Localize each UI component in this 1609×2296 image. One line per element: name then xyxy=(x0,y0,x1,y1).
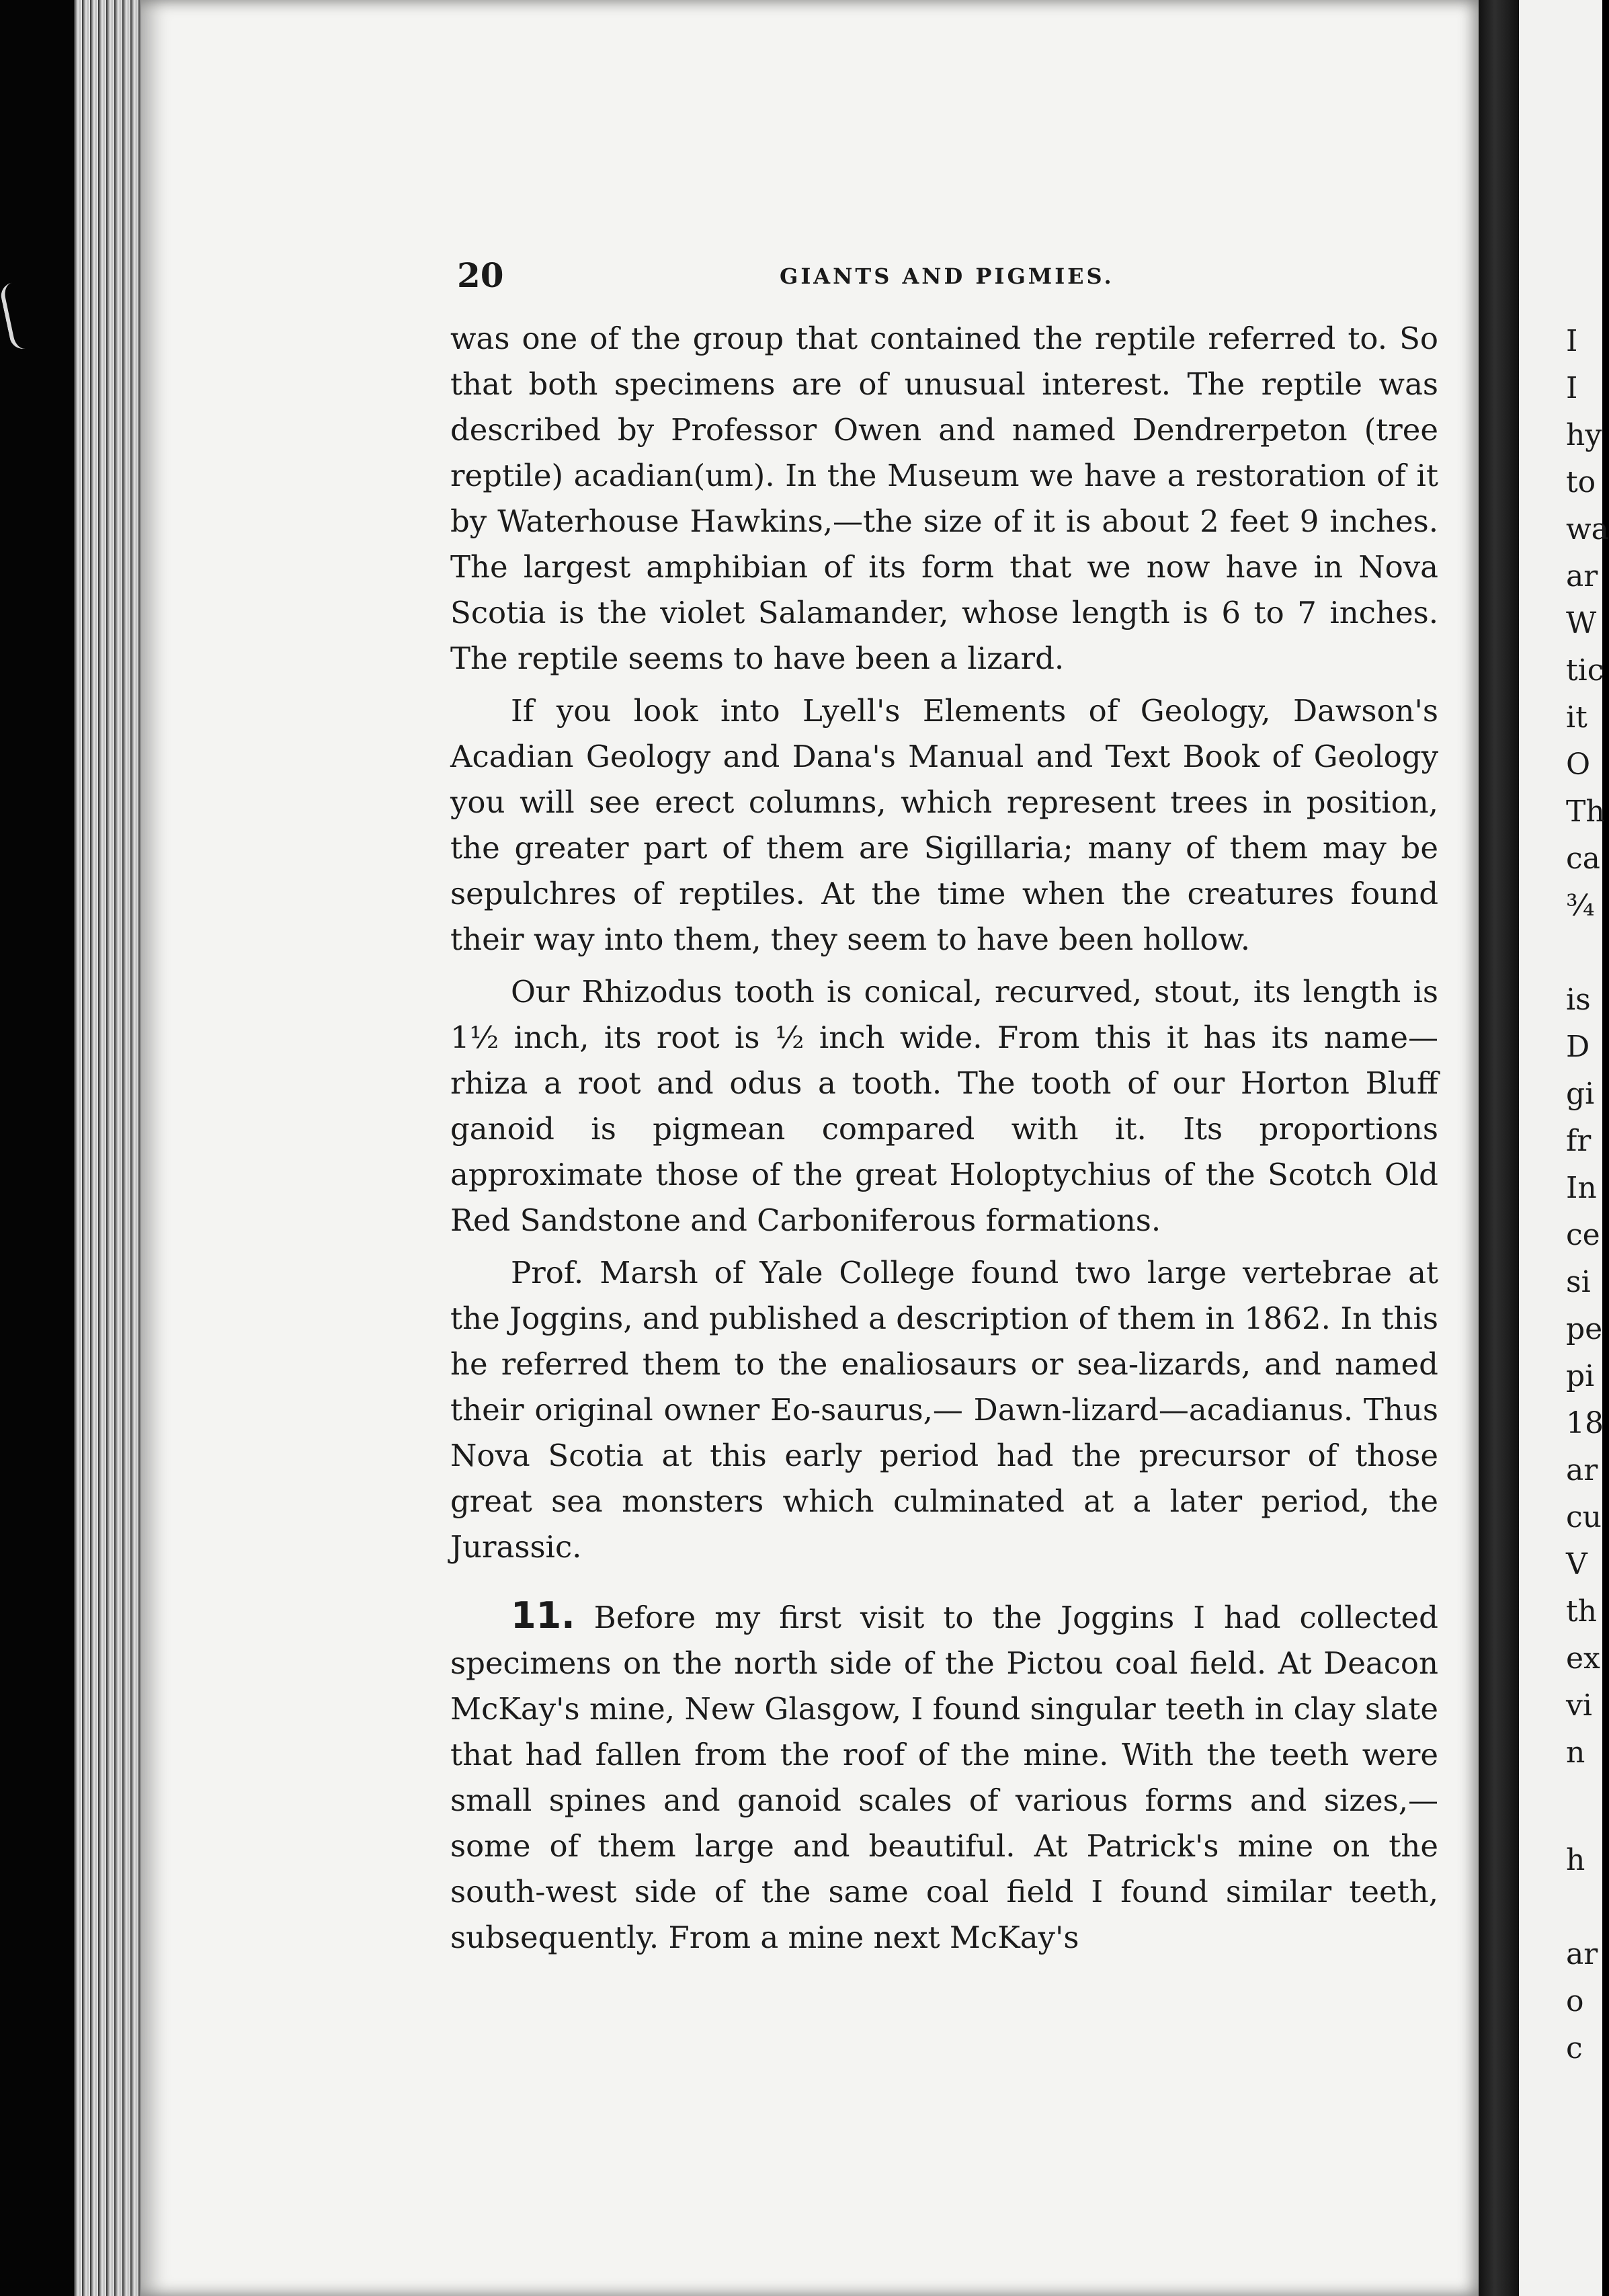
adjacent-fragment: I xyxy=(1566,324,1578,358)
adjacent-fragment: ex xyxy=(1566,1641,1600,1676)
adjacent-fragment: ce xyxy=(1566,1218,1600,1252)
adjacent-fragment: c xyxy=(1566,2031,1583,2065)
adjacent-fragment: o xyxy=(1566,1984,1584,2018)
paragraph-reptile: was one of the group that contained the reptile referred to. So that both specimens are of unusual interest. The reptile was described by Professor Owen and named Dendrerpeton (tree reptile) acadian(um). In the Museum we have a restoration of it by Waterhouse Hawkins,—the size of it is about 2 feet 9 inches. The largest amphibian of its form that we now have in Nova Scotia is the violet Salamander, whose length is 6 to 7 inches. The reptile seems to have been a lizard. xyxy=(450,321,1438,676)
adjacent-fragment: cu xyxy=(1566,1500,1602,1534)
adjacent-fragment: wa xyxy=(1566,512,1609,546)
paragraph-rhizodus: Our Rhizodus tooth is conical, recurved, stout, its length is 1½ inch, its root is ½ inch wide. From this it has its name—rhiza a root and odus a tooth. The tooth of our Horton Bluff ganoid is pigmean compared with it. Its proportions approximate those of the great Holoptychius of the Scotch Old Red Sandstone and Carboniferous formations. xyxy=(450,974,1438,1238)
adjacent-fragment: fr xyxy=(1566,1124,1592,1158)
adjacent-fragment: 18 xyxy=(1566,1406,1604,1440)
adjacent-fragment: to xyxy=(1566,465,1596,499)
adjacent-fragment: ca xyxy=(1566,842,1600,876)
adjacent-fragment: si xyxy=(1566,1265,1591,1299)
section-number: 11. xyxy=(511,1594,575,1637)
adjacent-fragment: h xyxy=(1566,1843,1585,1877)
adjacent-fragment: ar xyxy=(1566,559,1598,593)
book-gutter xyxy=(1479,0,1519,2296)
page-body xyxy=(450,316,1438,1961)
adjacent-fragment: I xyxy=(1566,371,1578,405)
section-11 xyxy=(450,1593,1438,1961)
adjacent-fragment: hy xyxy=(1566,418,1602,452)
paragraph-marsh: Prof. Marsh of Yale College found two large vertebrae at the Joggins, and published a description of them in 1862. In this he referred them to the enaliosaurs or sea-lizards, and named their original owner Eo-saurus,— Dawn-lizard—acadianus. Thus Nova Scotia at this early period had the precursor of those great sea monsters which culminated at a later period, the Jurassic. xyxy=(450,1255,1438,1565)
adjacent-fragment: vi xyxy=(1566,1688,1592,1723)
adjacent-page xyxy=(1519,0,1609,2296)
adjacent-fragment: ¾ xyxy=(1566,889,1595,923)
adjacent-fragment: th xyxy=(1566,1594,1598,1629)
adjacent-fragment: is xyxy=(1566,983,1591,1017)
paragraph-lyell: If you look into Lyell's Elements of Geology, Dawson's Acadian Geology and Dana's Manual and Text Book of Geology you will see erect columns, which represent trees in position, the greater part of them are Sigillaria; many of them may be sepulchres of reptiles. At the time when the creatures found their way into them, they seem to have been hollow. xyxy=(450,693,1438,957)
adjacent-fragment: pi xyxy=(1566,1359,1595,1393)
adjacent-fragment: pe xyxy=(1566,1312,1603,1346)
adjacent-fragment: it xyxy=(1566,700,1587,735)
adjacent-fragment: O xyxy=(1566,747,1591,782)
adjacent-fragment: In xyxy=(1566,1171,1597,1205)
adjacent-fragment: W xyxy=(1566,606,1597,641)
adjacent-fragment: V xyxy=(1566,1547,1587,1582)
adjacent-fragment: ar xyxy=(1566,1453,1598,1487)
running-title: GIANTS AND PIGMIES. xyxy=(780,263,1114,289)
adjacent-fragment: Th xyxy=(1566,794,1605,829)
adjacent-fragment: D xyxy=(1566,1030,1590,1064)
section-text: Before my first visit to the Joggins I had collected specimens on the north side of the Pictou coal field. At Deacon McKay's mine, New Glasgow, I found singular teeth in clay slate that had fallen from the roof of the mine. With the teeth were small spines and ganoid scales of various forms and sizes,—some of them large and beautiful. At Patrick's mine on the south-west side of the same coal field I found similar teeth, subsequently. From a mine next McKay's xyxy=(450,1600,1438,1955)
adjacent-fragment: n xyxy=(1566,1735,1585,1770)
adjacent-fragment: tic xyxy=(1566,653,1604,688)
page-number: 20 xyxy=(457,255,504,295)
adjacent-fragment: ar xyxy=(1566,1937,1598,1971)
adjacent-fragment: gi xyxy=(1566,1077,1595,1111)
